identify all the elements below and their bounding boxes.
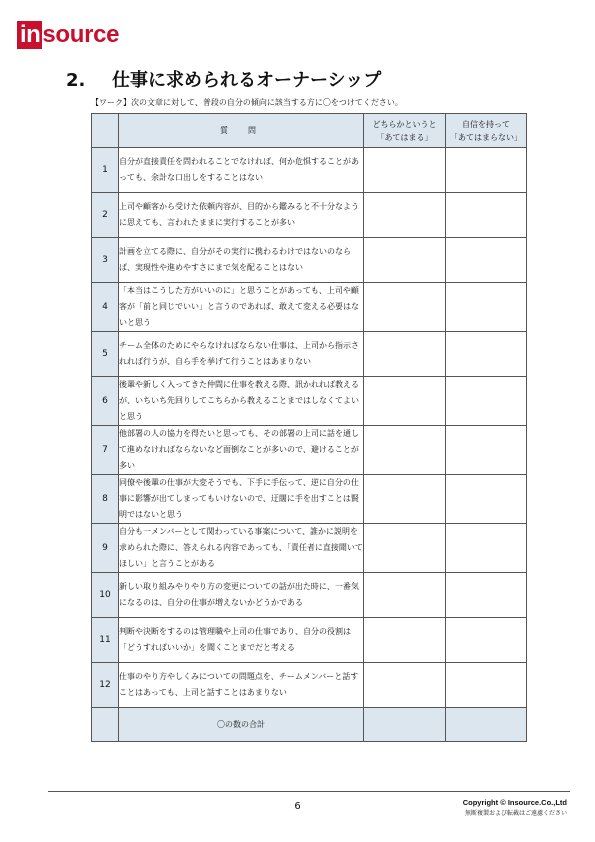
row-question: 同僚や後輩の仕事が大変そうでも、下手に手伝って、逆に自分の仕事に影響が出てしまってもいけないので、迂闊に手を出すことは賢明ではないと思う <box>119 475 364 524</box>
answer-not-applies-cell[interactable] <box>446 475 527 524</box>
table-row <box>92 332 527 377</box>
table-row <box>92 663 527 708</box>
row-number: 11 <box>92 618 119 663</box>
answer-applies-cell[interactable] <box>364 332 446 377</box>
page-number: 6 <box>294 801 301 812</box>
answer-not-applies-cell[interactable] <box>446 618 527 663</box>
section-number: 2. <box>66 70 86 91</box>
table-row <box>92 524 527 573</box>
header-blank-cell <box>92 114 119 148</box>
answer-applies-cell[interactable] <box>364 426 446 475</box>
row-question: 計画を立てる際に、自分がその実行に携わるわけではないのならば、実現性や進めやすさにまで気を配ることはない <box>119 238 364 283</box>
header-not-applies-line2: 「あてはまらない」 <box>450 132 522 142</box>
table-row <box>92 377 527 426</box>
row-number: 10 <box>92 573 119 618</box>
header-applies-line1: どちらかというと <box>372 119 437 129</box>
row-number: 2 <box>92 193 119 238</box>
table-row <box>92 193 527 238</box>
reproduction-notice: 無断複製および転載はご遠慮ください <box>464 810 567 817</box>
table-header-row <box>92 114 527 148</box>
section-heading <box>66 66 381 92</box>
copyright-notice <box>463 797 567 819</box>
row-question: 仕事のやり方やしくみについての問題点を、チームメンバーと話すことはあっても、上司と話すことはあまりない <box>119 663 364 708</box>
answer-not-applies-cell[interactable] <box>446 238 527 283</box>
answer-not-applies-cell[interactable] <box>446 332 527 377</box>
row-number: 6 <box>92 377 119 426</box>
total-not-applies-cell[interactable] <box>446 708 527 742</box>
work-instruction: 【ワーク】次の文章に対して、普段の自分の傾向に該当する方に〇をつけてください。 <box>91 98 403 107</box>
row-question: 他部署の人の協力を得たいと思っても、その部署の上司に話を通して進めなければならないなど面倒なことが多いので、避けることが多い <box>119 426 364 475</box>
answer-applies-cell[interactable] <box>364 524 446 573</box>
row-number: 12 <box>92 663 119 708</box>
row-number: 7 <box>92 426 119 475</box>
section-title: 仕事に求められるオーナーシップ <box>112 70 382 91</box>
table-row <box>92 475 527 524</box>
total-applies-cell[interactable] <box>364 708 446 742</box>
table-row <box>92 426 527 475</box>
answer-applies-cell[interactable] <box>364 377 446 426</box>
answer-not-applies-cell[interactable] <box>446 193 527 238</box>
answer-not-applies-cell[interactable] <box>446 663 527 708</box>
total-row <box>92 708 527 742</box>
footer-divider <box>48 791 570 792</box>
header-applies-line2: 「あてはまる」 <box>376 132 433 142</box>
row-number: 4 <box>92 283 119 332</box>
logo-source: source <box>42 21 120 48</box>
header-question: 質 問 <box>119 114 364 148</box>
answer-applies-cell[interactable] <box>364 238 446 283</box>
table-row <box>92 148 527 193</box>
row-number: 1 <box>92 148 119 193</box>
table-row <box>92 573 527 618</box>
row-question: チーム全体のためにやらなければならない仕事は、上司から指示されれば行うが、自ら手を挙げて行うことはあまりない <box>119 332 364 377</box>
answer-applies-cell[interactable] <box>364 148 446 193</box>
row-question: 「本当はこうした方がいいのに」と思うことがあっても、上司や顧客が「前と同じでいい」と言うのであれば、敢えて変える必要はないと思う <box>119 283 364 332</box>
answer-applies-cell[interactable] <box>364 193 446 238</box>
row-question: 自分が直接責任を問われることでなければ、何か危惧することがあっても、余計な口出しをすることはない <box>119 148 364 193</box>
answer-not-applies-cell[interactable] <box>446 524 527 573</box>
copyright-line: Copyright © Insource.Co.,Ltd <box>462 798 567 807</box>
row-number: 8 <box>92 475 119 524</box>
total-label: 〇の数の合計 <box>119 708 364 742</box>
answer-not-applies-cell[interactable] <box>446 283 527 332</box>
answer-applies-cell[interactable] <box>364 475 446 524</box>
answer-applies-cell[interactable] <box>364 573 446 618</box>
answer-not-applies-cell[interactable] <box>446 573 527 618</box>
row-number: 3 <box>92 238 119 283</box>
row-question: 判断や決断をするのは管理職や上司の仕事であり、自分の役割は「どうすればいいか」を聞くことまでだと考える <box>119 618 364 663</box>
header-applies <box>364 114 446 148</box>
table-row <box>92 283 527 332</box>
total-blank-cell <box>92 708 119 742</box>
insource-logo <box>17 20 119 50</box>
table-row <box>92 618 527 663</box>
question-rows <box>92 148 527 742</box>
answer-applies-cell[interactable] <box>364 283 446 332</box>
header-not-applies <box>446 114 527 148</box>
row-question: 後輩や新しく入ってきた仲間に仕事を教える際、訊かれれば教えるが、いちいち先回りしてこちらから教えることまではしなくてよいと思う <box>119 377 364 426</box>
row-number: 9 <box>92 524 119 573</box>
row-question: 上司や顧客から受けた依頼内容が、目的から鑑みると不十分なように思えても、言われたままに実行することが多い <box>119 193 364 238</box>
row-question: 自分も一メンバーとして関わっている事案について、誰かに説明を求められた際に、答えられる内容であっても、「責任者に直接聞いてほしい」と言うことがある <box>119 524 364 573</box>
answer-applies-cell[interactable] <box>364 618 446 663</box>
answer-not-applies-cell[interactable] <box>446 148 527 193</box>
answer-applies-cell[interactable] <box>364 663 446 708</box>
table-row <box>92 238 527 283</box>
row-number: 5 <box>92 332 119 377</box>
row-question: 新しい取り組みやりやり方の変更についての話が出た時に、一番気になるのは、自分の仕事が増えないかどうかである <box>119 573 364 618</box>
ownership-checklist-table <box>91 113 527 742</box>
answer-not-applies-cell[interactable] <box>446 377 527 426</box>
logo-in: in <box>17 21 42 49</box>
answer-not-applies-cell[interactable] <box>446 426 527 475</box>
header-not-applies-line1: 自信を持って <box>462 119 510 129</box>
